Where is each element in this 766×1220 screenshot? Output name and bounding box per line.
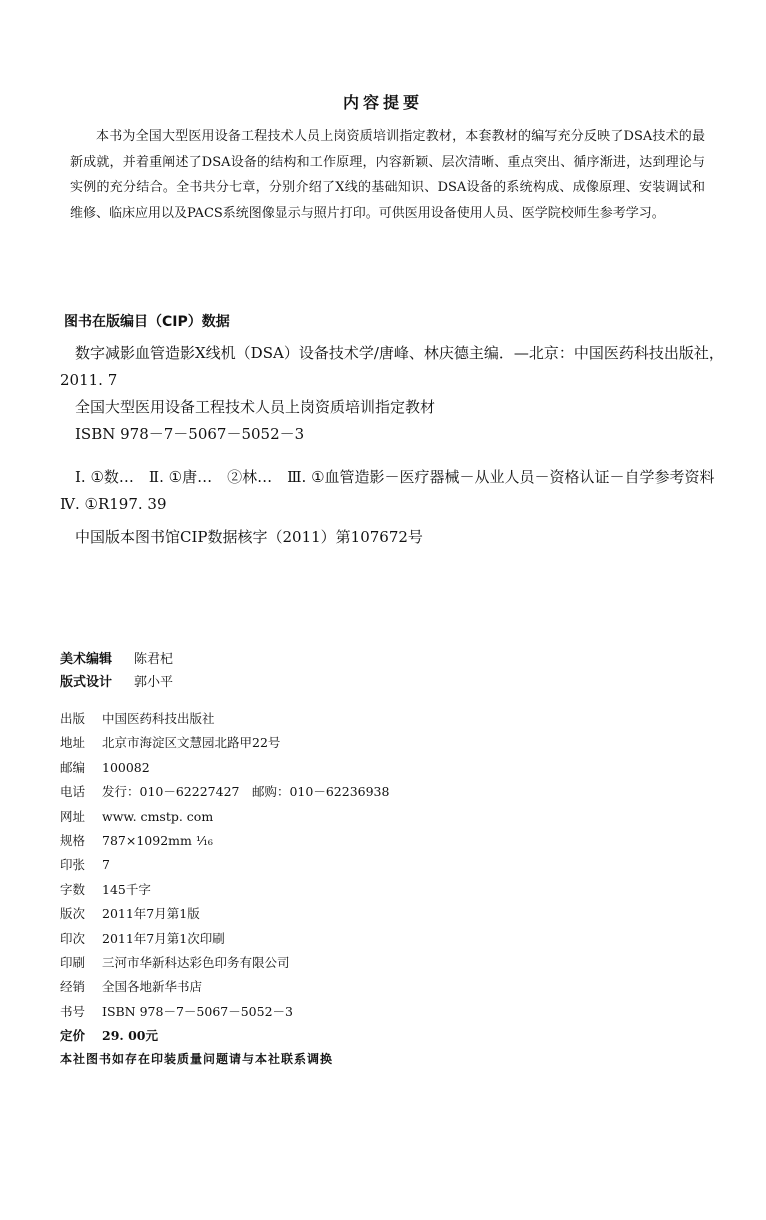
cip-classification-line: Ⅰ. ①数… Ⅱ. ①唐… ②林… Ⅲ. ①血管造影－医疗器械－从业人员－资格认证－自学参考资料 Ⅳ. ①R197. 39 bbox=[60, 468, 730, 513]
colophon-row bbox=[60, 878, 389, 902]
cip-record bbox=[60, 524, 728, 551]
colophon-value: 2011年7月第1版 bbox=[102, 906, 200, 922]
colophon-value: 100082 bbox=[102, 759, 150, 775]
credit-value: 陈君杞 bbox=[134, 652, 174, 667]
credit-label: 版式设计 bbox=[60, 675, 113, 690]
colophon-row bbox=[60, 853, 389, 877]
cip-series-line: 全国大型医用设备工程技术人员上岗资质培训指定教材 bbox=[75, 398, 436, 416]
credit-row bbox=[60, 671, 173, 694]
summary-title: 内容提要 bbox=[342, 93, 423, 112]
cip-isbn-line: ISBN 978－7－5067－5052－3 bbox=[75, 425, 305, 443]
colophon-block bbox=[60, 707, 389, 1049]
price-row bbox=[60, 1024, 389, 1048]
colophon-row bbox=[60, 902, 389, 926]
colophon-label: 版次 bbox=[60, 906, 86, 922]
quality-notice: 本社图书如存在印装质量问题请与本社联系调换 bbox=[60, 1052, 334, 1066]
colophon-value: 三河市华新科达彩色印务有限公司 bbox=[102, 955, 290, 971]
credit-row bbox=[60, 648, 173, 671]
colophon-row bbox=[60, 805, 389, 829]
colophon-value: 发行：010－62227427 邮购：010－62236938 bbox=[102, 784, 390, 800]
colophon-row bbox=[60, 1000, 389, 1024]
summary-body: 本书为全国大型医用设备工程技术人员上岗资质培训指定教材，本套教材的编写充分反映了DSA技术的最新成就，并着重阐述了DSA设备的结构和工作原理，内容新颖、层次清晰、重点突出、循序渐进，达到理论与实例的充分结合。全书共分七章，分别介绍了X线的基础知识、DSA设备的系统构成、成像原理、安装调试和维修、临床应用以及PACS系统图像显示与照片打印。可供医用设备使用人员、医学院校师生参考学习。 bbox=[70, 129, 705, 221]
colophon-label: 定价 bbox=[60, 1028, 86, 1044]
colophon-label: 出版 bbox=[60, 711, 86, 726]
cip-entry bbox=[60, 340, 728, 448]
colophon-label: 地址 bbox=[60, 735, 86, 751]
colophon-value: 北京市海淀区文慧园北路甲22号 bbox=[102, 735, 281, 751]
cip-heading: 图书在版编目（CIP）数据 bbox=[64, 314, 230, 330]
colophon-row bbox=[60, 927, 389, 951]
colophon-row bbox=[60, 707, 389, 731]
credit-label: 美术编辑 bbox=[60, 652, 113, 667]
colophon-value: 787×1092mm ⅟₁₆ bbox=[102, 833, 213, 849]
credits-block bbox=[60, 648, 173, 694]
colophon-value: www. cmstp. com bbox=[102, 808, 214, 824]
cip-title-line: 数字减影血管造影X线机（DSA）设备技术学/唐峰、林庆德主编．—北京：中国医药科技出版社，2011. 7 bbox=[60, 344, 724, 389]
price-value: 29. 00元 bbox=[102, 1028, 158, 1044]
colophon-value: 2011年7月第1次印刷 bbox=[102, 930, 225, 946]
credit-value: 郭小平 bbox=[134, 675, 174, 690]
colophon-row bbox=[60, 756, 389, 780]
colophon-value: 7 bbox=[102, 857, 110, 873]
colophon-label: 网址 bbox=[60, 808, 86, 824]
colophon-label: 印次 bbox=[60, 930, 86, 946]
colophon-label: 电话 bbox=[60, 784, 86, 800]
colophon-value: ISBN 978－7－5067－5052－3 bbox=[102, 1003, 293, 1019]
colophon-row bbox=[60, 829, 389, 853]
colophon-row bbox=[60, 731, 389, 755]
colophon-label: 印张 bbox=[60, 857, 86, 873]
colophon-row bbox=[60, 951, 389, 975]
colophon-label: 经销 bbox=[60, 979, 86, 995]
colophon-label: 书号 bbox=[60, 1003, 86, 1019]
colophon-row bbox=[60, 975, 389, 999]
colophon-value: 中国医药科技出版社 bbox=[102, 711, 215, 726]
colophon-label: 规格 bbox=[60, 833, 86, 849]
colophon-label: 印刷 bbox=[60, 955, 86, 971]
colophon-value: 全国各地新华书店 bbox=[102, 979, 203, 995]
colophon-value: 145千字 bbox=[102, 881, 151, 897]
cip-record-line: 中国版本图书馆CIP数据核字（2011）第107672号 bbox=[75, 528, 423, 546]
colophon-label: 字数 bbox=[60, 881, 86, 897]
colophon-row bbox=[60, 780, 389, 804]
cip-classification bbox=[60, 464, 728, 518]
colophon-label: 邮编 bbox=[60, 759, 86, 775]
